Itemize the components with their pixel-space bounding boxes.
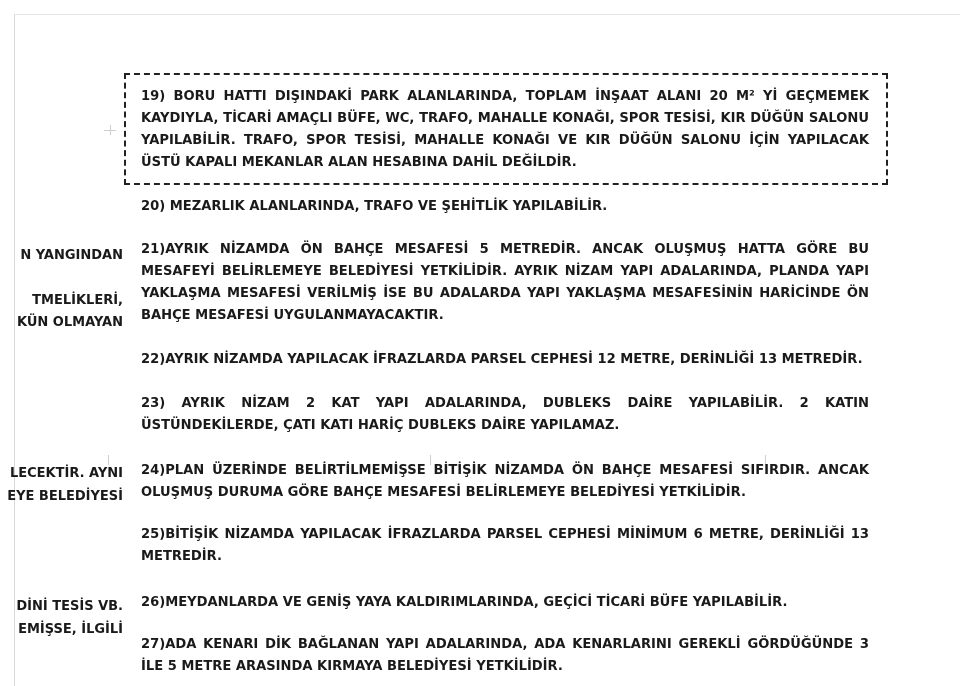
- item-27: 27)ADA KENARI DİK BAĞLANAN YAPI ADALARINDA, ADA KENARLARINI GEREKLİ GÖRDÜĞÜNDE 3 İLE 5 METRE ARASINDA KIRMAYA BELEDİYESİ YETKİLİDİR.: [141, 637, 869, 674]
- item-23: 23) AYRIK NİZAM 2 KAT YAPI ADALARINDA, DUBLEKS DAİRE YAPILABİLİR. 2 KATIN ÜSTÜNDEKİLERDE, ÇATI KATI HARİÇ DUBLEKS DAİRE YAPILAMAZ.: [141, 396, 869, 433]
- left-fragment-1: N YANGINDAN: [20, 248, 123, 263]
- left-fragment-5: EYE BELEDİYESİ: [7, 489, 123, 504]
- left-fragment-7: EMİŞSE, İLGİLİ: [18, 622, 123, 637]
- item-21: 21)AYRIK NİZAMDA ÖN BAHÇE MESAFESİ 5 METREDİR. ANCAK OLUŞMUŞ HATTA GÖRE BU MESAFEYİ BELİRLEMEYE BELEDİYESİ YETKİLİDİR. AYRIK NİZAM YAPI ADALARINDA, PLANDA YAPI YAKLAŞMA MESAFESİ VERİLMİŞ İSE BU ADALARDA YAPI YAKLAŞMA MESAFESİNİN HARİCİNDE ÖN BAHÇE MESAFESİ UYGULANMAYACAKTIR.: [141, 242, 869, 323]
- item-19: 19) BORU HATTI DIŞINDAKİ PARK ALANLARINDA, TOPLAM İNŞAAT ALANI 20 M² Yİ GEÇMEMEK KAYDIYLA, TİCARİ AMAÇLI BÜFE, WC, TRAFO, MAHALLE KONAĞI, SPOR TESİSİ, KIR DÜĞÜN SALONU YAPILABİLİR. TRAFO, SPOR TESİSİ, MAHALLE KONAĞI VE KIR DÜĞÜN SALONU İÇİN YAPILACAK ÜSTÜ KAPALI MEKANLAR ALAN HESABINA DAHİL DEĞİLDİR.: [141, 89, 869, 170]
- left-fragment-3: KÜN OLMAYAN: [16, 315, 123, 330]
- item-26: 26)MEYDANLARDA VE GENİŞ YAYA KALDIRIMLARINDA, GEÇİCİ TİCARİ BÜFE YAPILABİLİR.: [141, 595, 788, 610]
- left-page-fragments: [0, 0, 135, 686]
- item-20: 20) MEZARLIK ALANLARINDA, TRAFO VE ŞEHİTLİK YAPILABİLİR.: [141, 199, 608, 214]
- left-fragment-2: TMELİKLERİ,: [32, 293, 123, 308]
- left-fragment-6: DİNİ TESİS VB.: [16, 599, 123, 614]
- crop-mark: [108, 455, 109, 465]
- crop-mark: [110, 125, 111, 135]
- item-22: 22)AYRIK NİZAMDA YAPILACAK İFRAZLARDA PARSEL CEPHESİ 12 METRE, DERİNLİĞİ 13 METREDİR.: [141, 352, 863, 367]
- item-24: 24)PLAN ÜZERİNDE BELİRTİLMEMİŞSE BİTİŞİK NİZAMDA ÖN BAHÇE MESAFESİ SIFIRDIR. ANCAK OLUŞMUŞ DURUMA GÖRE BAHÇE MESAFESİ BELİRLEMEYE BELEDİYESİ YETKİLİDİR.: [141, 463, 869, 500]
- left-fragment-4: LECEKTİR. AYNI: [9, 466, 123, 481]
- item-25: 25)BİTİŞİK NİZAMDA YAPILACAK İFRAZLARDA PARSEL CEPHESİ MİNİMUM 6 METRE, DERİNLİĞİ 13 METREDİR.: [141, 527, 869, 564]
